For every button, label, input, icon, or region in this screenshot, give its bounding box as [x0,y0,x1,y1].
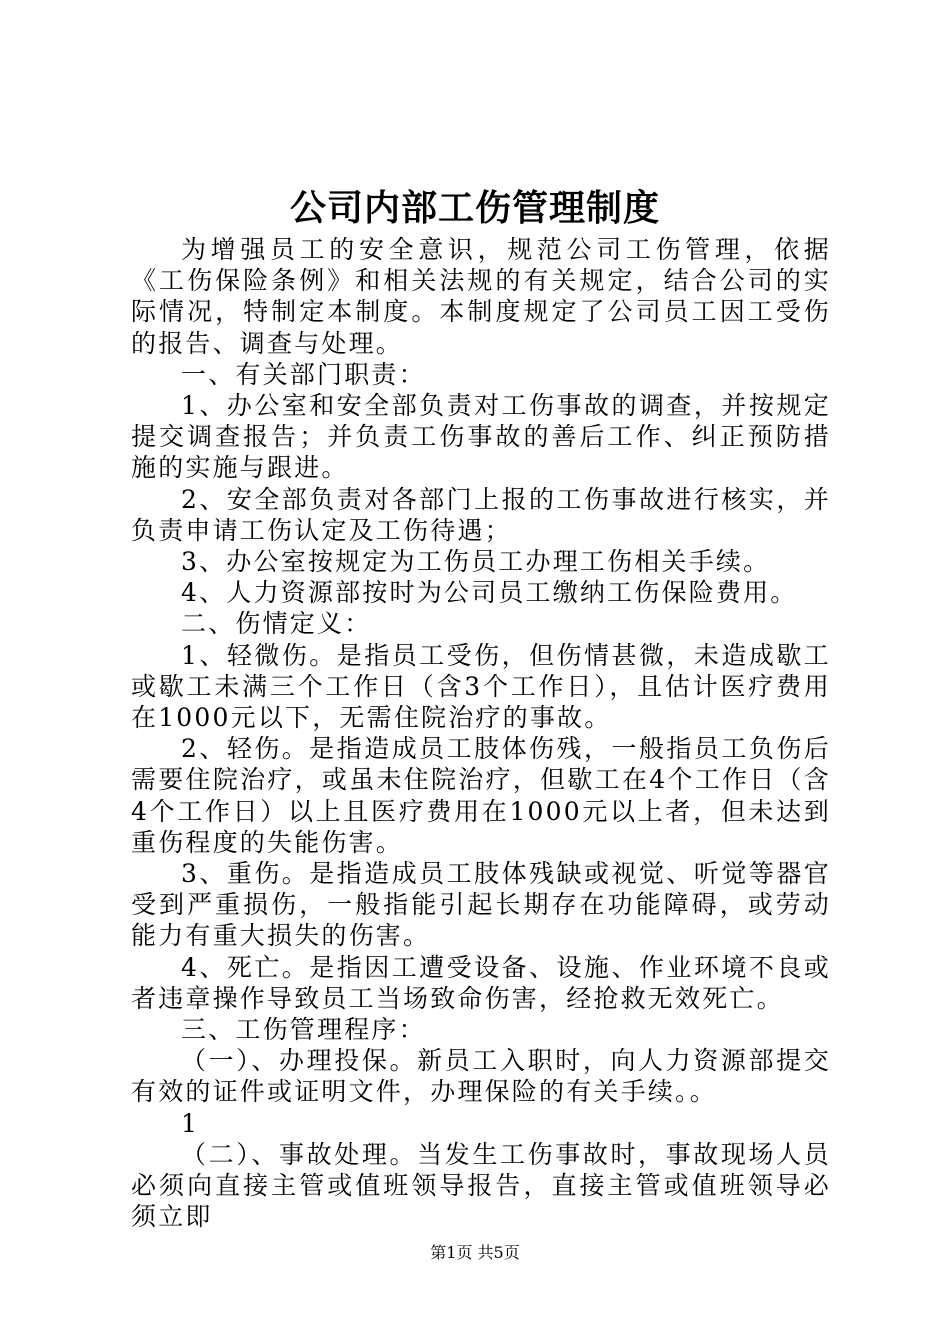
paragraph-item: （二）、事故处理。当发生工伤事故时，事故现场人员必须向直接主管或值班领导报告，直接主管或值班领导必须立即 [131,1139,831,1232]
paragraph-item: 3、办公室按规定为工伤员工办理工伤相关手续。 [181,547,771,577]
page-footer: 第1页 共5页 [430,1243,520,1262]
paragraph-item: 2、轻伤。是指造成员工肢体伤残，一般指员工负伤后需要住院治疗，或虽未住院治疗，但歇工在4个工作日（含4个工作日）以上且医疗费用在1000元以上者，但未达到重伤程度的失能伤害。 [131,734,831,857]
paragraph-item: 2、安全部负责对各部门上报的工伤事故进行核实，并负责申请工伤认定及工伤待遇； [131,484,831,545]
inline-page-number: 1 [181,1108,200,1138]
section-heading-1: 一、有关部门职责： [181,359,426,389]
paragraph-intro: 为增强员工的安全意识，规范公司工伤管理，依据《工伤保险条例》和相关法规的有关规定，结合公司的实际情况，特制定本制度。本制度规定了公司员工因工受伤的报告、调查与处理。 [131,235,831,358]
section-heading-2: 二、伤情定义： [181,609,372,639]
paragraph-item: 1、轻微伤。是指员工受伤，但伤情甚微，未造成歇工或歇工未满三个工作日（含3个工作日），且估计医疗费用在1000元以下，无需住院治疗的事故。 [131,640,831,733]
document-body [131,234,831,1233]
section-heading-3: 三、工伤管理程序： [181,1015,426,1045]
paragraph-item: 4、人力资源部按时为公司员工缴纳工伤保险费用。 [181,578,798,608]
paragraph-item: （一）、办理投保。新员工入职时，向人力资源部提交有效的证件或证明文件，办理保险的有关手续。。 [131,1046,831,1107]
paragraph-item: 4、死亡。是指因工遭受设备、设施、作业环境不良或者违章操作导致员工当场致命伤害，经抢救无效死亡。 [131,952,831,1013]
paragraph-item: 3、重伤。是指造成员工肢体残缺或视觉、听觉等器官受到严重损伤，一般指能引起长期存在功能障碍，或劳动能力有重大损失的伤害。 [131,859,831,951]
paragraph-item: 1、办公室和安全部负责对工伤事故的调查，并按规定提交调查报告；并负责工伤事故的善后工作、纠正预防措施的实施与跟进。 [131,391,831,483]
document-title: 公司内部工伤管理制度 [289,187,660,229]
